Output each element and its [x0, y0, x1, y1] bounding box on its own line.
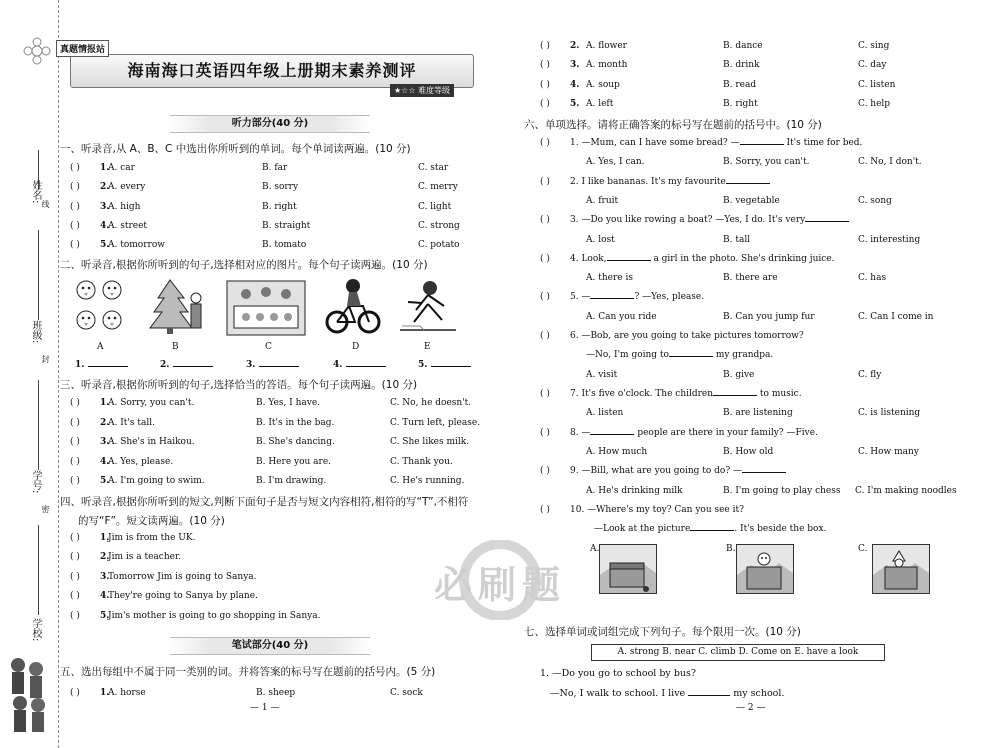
s6-q10-stem: 10. —Where's my toy? Can you see it? [570, 505, 744, 515]
watermark [412, 540, 588, 620]
s2-answer-3: 3. [246, 360, 299, 370]
answer-blank[interactable] [690, 530, 734, 531]
s1-q3-number: 3. [100, 202, 110, 212]
answer-blank[interactable] [88, 366, 128, 367]
s5-q1-number: 1. [100, 688, 110, 698]
page-number-2: — 2 — [736, 703, 766, 713]
page-right [500, 0, 1000, 748]
s7-question-1: 1. —Do you go to school by bus? [540, 668, 696, 679]
answer-blank[interactable] [431, 366, 471, 367]
s2-answer-4: 4. [333, 360, 386, 370]
picture-label-e: E [424, 342, 431, 352]
q10-option-a-label: A. [590, 544, 600, 554]
s5-q4-answer-bracket[interactable]: ( ) [540, 80, 550, 90]
s3-q3-answer-bracket[interactable]: ( ) [70, 437, 80, 447]
name-label: 姓名: [30, 180, 41, 204]
s6-q5-option-a: A. Can you ride [586, 312, 657, 322]
written-section-header: 笔试部分(40 分) [170, 637, 370, 655]
s5-q4-option-a: A. soup [586, 80, 620, 90]
flower-ornament-icon [22, 36, 52, 66]
answer-blank[interactable] [742, 472, 786, 473]
q10-picture-a [599, 544, 657, 594]
s6-q4-option-c: C. has [858, 273, 887, 283]
s6-q3-option-c: C. interesting [858, 235, 921, 245]
decorative-figures-icon [8, 655, 48, 735]
s3-q1-number: 1. [100, 398, 110, 408]
binding-strip [0, 0, 59, 748]
s1-q4-number: 4. [100, 221, 110, 231]
s3-q5-option-c: C. He's running. [390, 476, 465, 486]
difficulty-badge: ★☆☆ 难度等级 [390, 84, 454, 97]
s2-answer-1: 1. [75, 360, 128, 370]
s6-q8-option-b: B. How old [723, 447, 774, 457]
s6-q1-option-c: C. No, I don't. [858, 157, 922, 167]
s6-q4-option-a: A. there is [586, 273, 633, 283]
s6-q2-option-b: B. vegetable [723, 196, 780, 206]
s3-q2-option-c: C. Turn left, please. [390, 418, 481, 428]
s3-q3-option-b: B. She's dancing. [256, 437, 335, 447]
s1-q4-option-c: C. strong [418, 221, 460, 231]
s1-q1-answer-bracket[interactable]: ( ) [70, 163, 80, 173]
s3-q4-option-a: A. Yes, please. [108, 457, 174, 467]
s3-q5-number: 5. [100, 476, 110, 486]
s3-q4-option-c: C. Thank you. [390, 457, 453, 467]
s1-q3-option-a: A. high [108, 202, 141, 212]
binding-mark-line: 线 [41, 200, 50, 208]
s6-q5-answer-bracket[interactable]: ( ) [540, 292, 550, 302]
s3-q1-answer-bracket[interactable]: ( ) [70, 398, 80, 408]
s4-q5-number: 5. [100, 611, 110, 621]
s6-q2-option-a: A. fruit [586, 196, 619, 206]
s1-q1-option-a: A. car [108, 163, 135, 173]
picture-a-chicks [72, 276, 128, 336]
s6-q6-stem-2: —No, I'm going to my grandpa. [586, 350, 774, 360]
s5-q1-option-c: C. sock [390, 688, 423, 698]
page-title: 海南海口英语四年级上册期末素养测评 [127, 61, 417, 80]
answer-blank[interactable] [740, 144, 784, 145]
s4-q4-statement: They're going to Sanya by plane. [108, 591, 258, 601]
word-bank-box: A. strong B. near C. climb D. Come on E. have a look [591, 644, 885, 661]
s4-q2-statement: Jim is a teacher. [108, 552, 182, 562]
s1-q5-option-b: B. tomato [262, 240, 307, 250]
s1-q3-option-b: B. right [262, 202, 297, 212]
s4-q4-number: 4. [100, 591, 110, 601]
s5-q3-option-a: A. month [586, 60, 628, 70]
s6-q5-option-c: C. Can I come in [858, 312, 934, 322]
answer-blank[interactable] [726, 183, 770, 184]
s5-q1-answer-bracket[interactable]: ( ) [70, 688, 80, 698]
s4-q4-answer-bracket[interactable]: ( ) [70, 591, 80, 601]
section-1-title: 一、听录音,从 A、B、C 中选出你所听到的单词。每个单词读两遍。(10 分) [60, 143, 411, 155]
s6-q2-option-c: C. song [858, 196, 892, 206]
s4-q3-number: 3. [100, 572, 110, 582]
s6-q3-option-b: B. tall [723, 235, 751, 245]
s2-answer-2: 2. [160, 360, 213, 370]
title-banner [70, 54, 474, 88]
s1-q1-option-c: C. star [418, 163, 449, 173]
answer-blank[interactable] [590, 434, 634, 435]
binding-line [38, 525, 39, 615]
s5-q4-number: 4. [570, 80, 580, 90]
picture-d-bicycle [325, 276, 381, 336]
s5-q3-number: 3. [570, 60, 580, 70]
answer-blank[interactable] [259, 366, 299, 367]
s5-q5-number: 5. [570, 99, 580, 109]
s6-q10-answer-bracket[interactable]: ( ) [540, 505, 550, 515]
s1-q4-option-a: A. street [108, 221, 148, 231]
section-7-title: 七、选择单词或词组完成下列句子。每个限用一次。(10 分) [524, 626, 801, 638]
binding-line [38, 380, 39, 470]
s1-q2-option-b: B. sorry [262, 182, 299, 192]
s6-q3-option-a: A. lost [586, 235, 615, 245]
q10-option-c-label: C. [858, 544, 868, 554]
s5-q3-answer-bracket[interactable]: ( ) [540, 60, 550, 70]
s6-q4-stem: 4. Look, a girl in the photo. She's drinking juice. [570, 254, 835, 264]
s6-q4-option-b: B. there are [723, 273, 778, 283]
section-2-title: 二、听录音,根据你所听到的句子,选择相对应的图片。每个句子读两遍。(10 分) [60, 259, 428, 271]
s6-q6-option-b: B. give [723, 370, 755, 380]
s1-q5-number: 5. [100, 240, 110, 250]
school-label: 学校: [30, 618, 41, 642]
picture-b-christmas-tree [148, 276, 206, 336]
s6-q7-option-c: C. is listening [858, 408, 921, 418]
s4-q3-statement: Tomorrow Jim is going to Sanya. [108, 572, 257, 582]
answer-blank[interactable] [713, 395, 757, 396]
s6-q9-option-b: B. I'm going to play chess [723, 486, 841, 496]
s6-q1-option-b: B. Sorry, you can't. [723, 157, 810, 167]
s5-q1-option-a: A. horse [108, 688, 146, 698]
s4-q2-number: 2. [100, 552, 110, 562]
s5-q2-answer-bracket[interactable]: ( ) [540, 41, 550, 51]
s1-q4-option-b: B. straight [262, 221, 311, 231]
q10-picture-c [872, 544, 930, 594]
s5-q2-number: 2. [570, 41, 580, 51]
s5-q5-option-c: C. help [858, 99, 891, 109]
s6-q9-stem: 9. —Bill, what are you going to do? — [570, 466, 786, 476]
picture-e-jumping-girl [398, 276, 458, 336]
s5-q3-option-b: B. drink [723, 60, 760, 70]
s4-q1-number: 1. [100, 533, 110, 543]
s3-q3-option-c: C. She likes milk. [390, 437, 470, 447]
s1-q2-answer-bracket[interactable]: ( ) [70, 182, 80, 192]
s4-q1-answer-bracket[interactable]: ( ) [70, 533, 80, 543]
s3-q3-number: 3. [100, 437, 110, 447]
s4-q5-statement: Jim's mother is going to go shopping in Sanya. [108, 611, 321, 621]
s3-q4-number: 4. [100, 457, 110, 467]
section-6-title: 六、单项选择。请将正确答案的标号写在题前的括号中。(10 分) [524, 119, 822, 131]
s5-q2-option-b: B. dance [723, 41, 763, 51]
s1-q5-option-a: A. tomorrow [108, 240, 165, 250]
s6-q1-answer-bracket[interactable]: ( ) [540, 138, 550, 148]
s6-q1-option-a: A. Yes, I can. [586, 157, 645, 167]
answer-blank[interactable] [590, 298, 634, 299]
s3-q2-option-a: A. It's tall. [108, 418, 155, 428]
listening-section-header: 听力部分(40 分) [170, 115, 370, 133]
section-4-title-line1: 四、听录音,根据你所听到的短文,判断下面句子是否与短文内容相符,相符的写“T”,不相符 [60, 496, 469, 508]
answer-blank[interactable] [607, 260, 651, 261]
s5-q1-option-b: B. sheep [256, 688, 296, 698]
s5-q3-option-c: C. day [858, 60, 887, 70]
answer-blank[interactable] [805, 221, 849, 222]
s1-q2-option-c: C. merry [418, 182, 458, 192]
class-label: 班级: [30, 320, 41, 344]
s6-q7-answer-bracket[interactable]: ( ) [540, 389, 550, 399]
s4-q1-statement: Jim is from the UK. [108, 533, 196, 543]
s6-q5-stem: 5. — ? —Yes, please. [570, 292, 705, 302]
s2-answer-5: 5. [418, 360, 471, 370]
page-number-1: — 1 — [250, 703, 280, 713]
s6-q6-option-c: C. fly [858, 370, 882, 380]
binding-line [38, 230, 39, 320]
s6-q3-stem: 3. —Do you like rowing a boat? —Yes, I do. It's very [570, 215, 849, 225]
q10-option-b-label: B. [726, 544, 736, 554]
s1-q5-answer-bracket[interactable]: ( ) [70, 240, 80, 250]
q10-picture-b [736, 544, 794, 594]
picture-label-d: D [352, 342, 360, 352]
section-4-title-line2: 的写“F”。短文读两遍。(10 分) [78, 515, 225, 527]
picture-label-c: C [265, 342, 272, 352]
s6-q2-answer-bracket[interactable]: ( ) [540, 177, 550, 187]
s3-q2-number: 2. [100, 418, 110, 428]
s3-q4-answer-bracket[interactable]: ( ) [70, 457, 80, 467]
s4-q2-answer-bracket[interactable]: ( ) [70, 552, 80, 562]
s6-q6-answer-bracket[interactable]: ( ) [540, 331, 550, 341]
s4-q3-answer-bracket[interactable]: ( ) [70, 572, 80, 582]
s6-q8-answer-bracket[interactable]: ( ) [540, 428, 550, 438]
s6-q3-answer-bracket[interactable]: ( ) [540, 215, 550, 225]
answer-blank[interactable] [173, 366, 213, 367]
s6-q2-stem: 2. I like bananas. It's my favourite [570, 177, 770, 187]
s6-q6-option-a: A. visit [586, 370, 618, 380]
s3-q4-option-b: B. Here you are. [256, 457, 332, 467]
answer-blank[interactable] [669, 356, 713, 357]
s6-q8-option-c: C. How many [858, 447, 919, 457]
s3-q1-option-b: B. Yes, I have. [256, 398, 321, 408]
s6-q4-answer-bracket[interactable]: ( ) [540, 254, 550, 264]
picture-label-b: B [172, 342, 179, 352]
s3-q1-option-c: C. No, he doesn't. [390, 398, 472, 408]
s3-q2-option-b: B. It's in the bag. [256, 418, 335, 428]
section-5-title: 五、选出每组中不属于同一类别的词。并将答案的标号写在题前的括号内。(5 分) [60, 666, 436, 678]
s5-q2-option-a: A. flower [586, 41, 627, 51]
number-label: 学号: [30, 470, 41, 494]
s6-q7-option-a: A. listen [586, 408, 624, 418]
s5-q2-option-c: C. sing [858, 41, 890, 51]
s6-q5-option-b: B. Can you jump fur [723, 312, 815, 322]
s3-q2-answer-bracket[interactable]: ( ) [70, 418, 80, 428]
s3-q5-answer-bracket[interactable]: ( ) [70, 476, 80, 486]
s1-q4-answer-bracket[interactable]: ( ) [70, 221, 80, 231]
s6-q7-stem: 7. It's five o'clock. The children to music. [570, 389, 802, 399]
s1-q3-answer-bracket[interactable]: ( ) [70, 202, 80, 212]
s4-q5-answer-bracket[interactable]: ( ) [70, 611, 80, 621]
watermark-text: 必刷题 [433, 563, 566, 607]
source-tag: 真题情报站 [56, 40, 109, 57]
binding-mark-bind: 密 [41, 505, 50, 513]
s6-q10-stem-2: —Look at the picture . It's beside the box. [594, 524, 827, 534]
picture-c-dinner-table [226, 280, 306, 336]
s1-q2-option-a: A. every [108, 182, 146, 192]
s1-q2-number: 2. [100, 182, 110, 192]
s5-q5-option-b: B. right [723, 99, 758, 109]
s5-q5-answer-bracket[interactable]: ( ) [540, 99, 550, 109]
answer-blank[interactable] [688, 695, 730, 696]
s3-q3-option-a: A. She's in Haikou. [108, 437, 195, 447]
section-3-title: 三、听录音,根据你所听到的句子,选择恰当的答语。每个句子读两遍。(10 分) [60, 379, 418, 391]
s5-q4-option-b: B. read [723, 80, 757, 90]
s6-q6-stem: 6. —Bob, are you going to take pictures tomorrow? [570, 331, 804, 341]
s7-question-1-answer: —No, I walk to school. I live my school. [550, 688, 785, 699]
s5-q4-option-c: C. listen [858, 80, 896, 90]
s6-q9-option-c: C. I'm making noodles [855, 486, 957, 496]
s3-q1-option-a: A. Sorry, you can't. [108, 398, 195, 408]
s1-q3-option-c: C. light [418, 202, 452, 212]
s5-q5-option-a: A. left [586, 99, 614, 109]
s1-q1-number: 1. [100, 163, 110, 173]
s6-q7-option-b: B. are listening [723, 408, 793, 418]
picture-label-a: A [97, 342, 104, 352]
s6-q9-answer-bracket[interactable]: ( ) [540, 466, 550, 476]
s3-q5-option-a: A. I'm going to swim. [108, 476, 205, 486]
s6-q8-option-a: A. How much [586, 447, 648, 457]
s3-q5-option-b: B. I'm drawing. [256, 476, 327, 486]
s6-q9-option-a: A. He's drinking milk [586, 486, 683, 496]
s6-q8-stem: 8. — people are there in your family? —Five. [570, 428, 818, 438]
s1-q5-option-c: C. potato [418, 240, 460, 250]
answer-blank[interactable] [346, 366, 386, 367]
binding-mark-seal: 封 [41, 355, 50, 363]
s1-q1-option-b: B. far [262, 163, 288, 173]
s6-q1-stem: 1. —Mum, can I have some bread? — It's time for bed. [570, 138, 863, 148]
